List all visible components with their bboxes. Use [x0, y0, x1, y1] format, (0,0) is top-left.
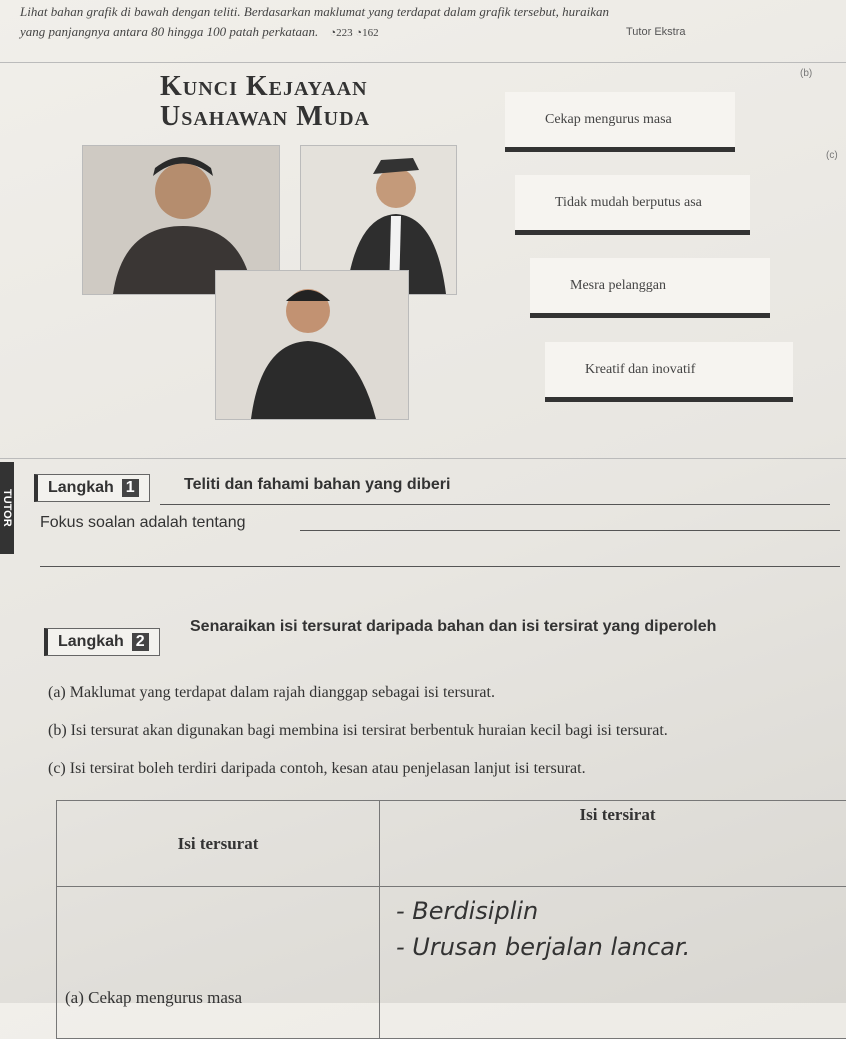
infographic-title-line-2: Usahawan Muda	[160, 102, 370, 132]
corner-label-c: (c)	[826, 150, 838, 161]
entrepreneur-photo-3	[215, 270, 409, 420]
step-1-rule	[160, 504, 830, 505]
infographic-title	[160, 72, 370, 132]
step-2-item-a: (a) Maklumat yang terdapat dalam rajah dianggap sebagai isi tersurat.	[48, 684, 495, 702]
step-2-item-c: (c) Isi tersirat boleh terdiri daripada contoh, kesan atau penjelasan lanjut isi tersurat.	[48, 760, 586, 778]
step-2-label: Langkah	[58, 633, 124, 650]
step-2-title: Senaraikan isi tersurat daripada bahan dan isi tersirat yang diperoleh	[190, 618, 716, 636]
step-2-item-b: (b) Isi tersurat akan digunakan bagi membina isi tersirat berbentuk huraian kecil bagi isi tersurat.	[48, 722, 668, 740]
table-header-row	[57, 801, 846, 887]
row1-isi-tersurat: (a) Cekap mengurus masa	[57, 887, 380, 1039]
instruction-line-2: yang panjangnya antara 80 hingga 100 patah perkataan. ◔223 ◔162	[20, 22, 740, 43]
step-1-badge	[34, 474, 150, 502]
step-1-number: 1	[122, 479, 139, 497]
row1-isi-tersirat	[380, 887, 846, 1039]
table-row	[57, 887, 846, 1039]
step-1-title: Teliti dan fahami bahan yang diberi	[184, 476, 450, 494]
key-card-4: Kreatif dan inovatif	[545, 342, 793, 402]
answer-line-2	[40, 566, 840, 567]
answer-line-1	[300, 530, 840, 531]
step-1-label: Langkah	[48, 479, 114, 496]
page-ref-code: ◔223 ◔162	[330, 27, 379, 39]
header-isi-tersirat: Isi tersirat	[380, 801, 846, 887]
key-card-2: Tidak mudah berputus asa	[515, 175, 750, 235]
handwritten-point-2: - Urusan berjalan lancar.	[396, 933, 846, 961]
instruction-line-1: Lihat bahan grafik di bawah dengan teliti. Berdasarkan maklumat yang terdapat dalam grafik tersebut, huraikan	[20, 2, 740, 22]
tutor-extra-label: Tutor Ekstra	[626, 26, 686, 38]
corner-label-b: (b)	[800, 68, 812, 79]
tutor-side-tab: TUTOR	[0, 462, 14, 554]
step-2-number: 2	[132, 633, 149, 651]
header-isi-tersurat: Isi tersurat	[57, 801, 380, 887]
step-2-badge	[44, 628, 160, 656]
step-1-prompt: Fokus soalan adalah tentang	[40, 514, 245, 532]
handwritten-point-1: - Berdisiplin	[396, 897, 846, 925]
key-card-3: Mesra pelanggan	[530, 258, 770, 318]
isi-table	[56, 800, 846, 1039]
key-card-1: Cekap mengurus masa	[505, 92, 735, 152]
entrepreneur-photo-3-image	[216, 271, 408, 419]
infographic-title-line-1: Kunci Kejayaan	[160, 72, 370, 102]
